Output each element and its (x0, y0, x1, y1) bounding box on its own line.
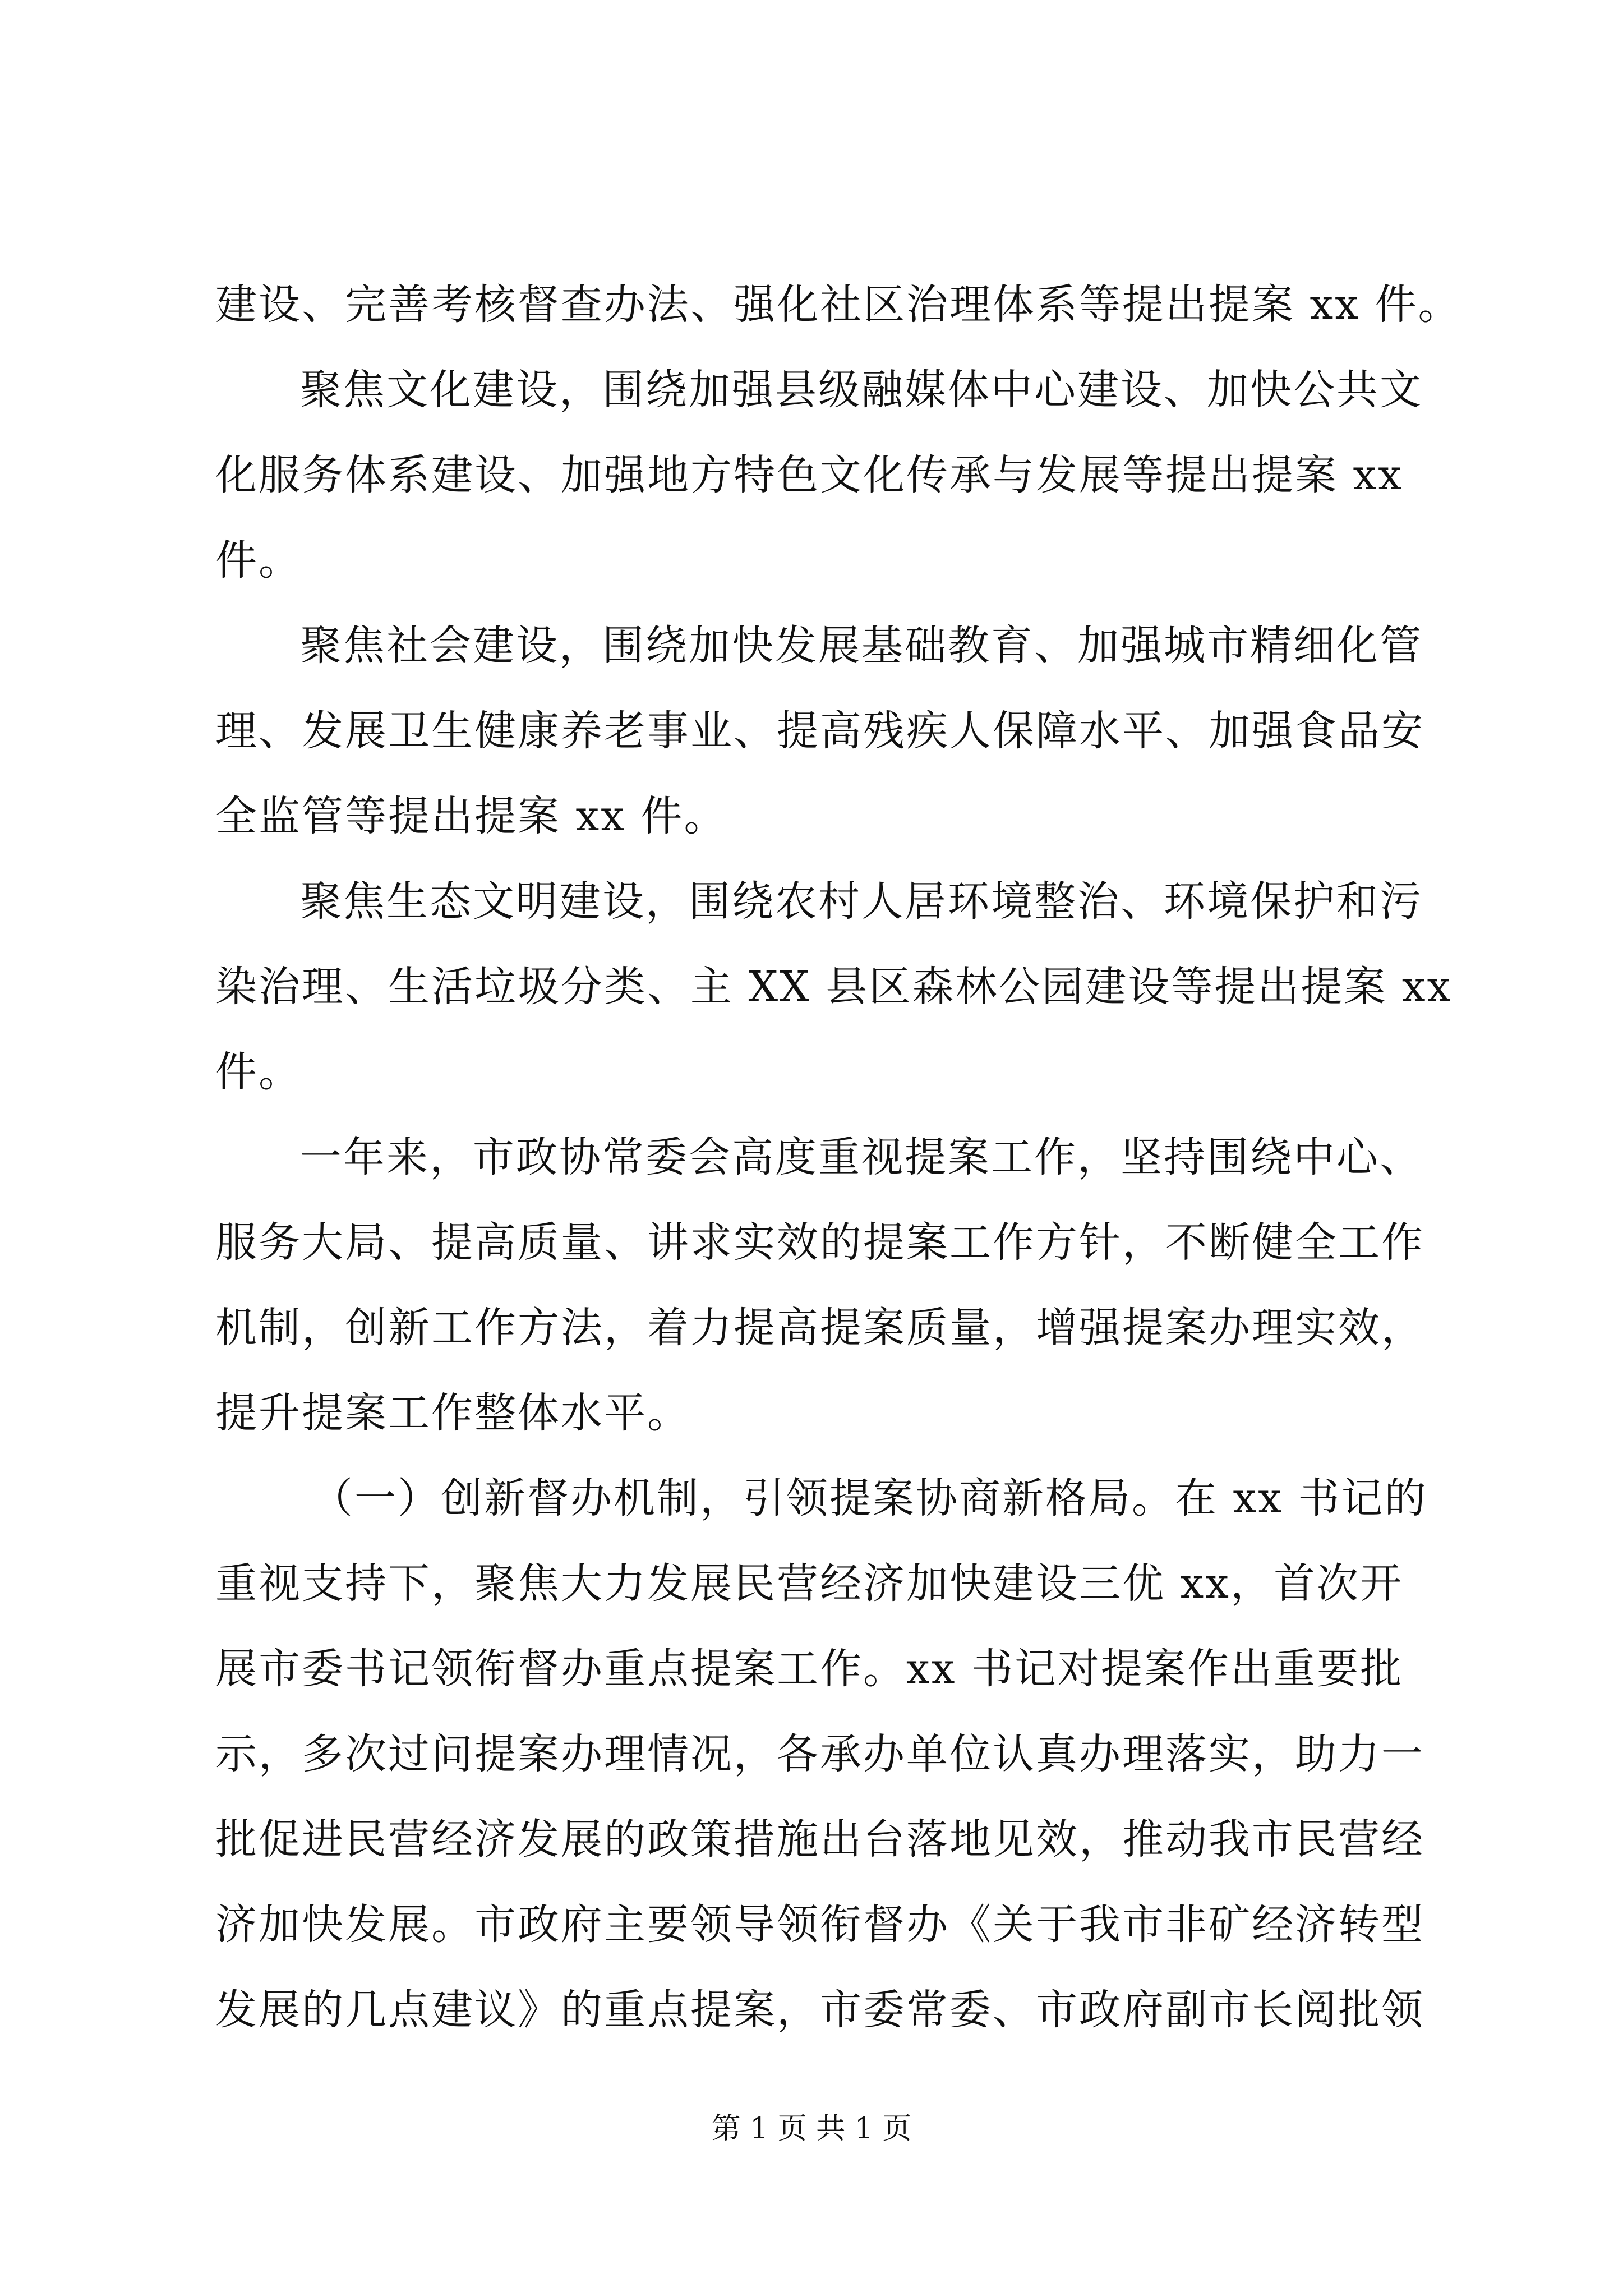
text-line: 理、发展卫生健康养老事业、提高残疾人保障水平、加强食品安 (215, 707, 1424, 755)
text-line: 聚焦生态文明建设，围绕农村人居环境整治、环境保护和污 (300, 877, 1423, 926)
text-line: 发展的几点建议》的重点提案，市委常委、市政府副市长阅批领 (215, 1986, 1424, 2034)
text-line: 建设、完善考核督查办法、强化社区治理体系等提出提案 xx 件。 (215, 280, 1461, 329)
text-line: 一年来，市政协常委会高度重视提案工作，坚持围绕中心、 (300, 1133, 1423, 1181)
text-line: 重视支持下，聚焦大力发展民营经济加快建设三优 xx，首次开 (215, 1559, 1403, 1608)
text-line: 机制，创新工作方法，着力提高提案质量，增强提案办理实效， (215, 1304, 1424, 1352)
text-line: 聚焦文化建设，围绕加强县级融媒体中心建设、加快公共文 (300, 366, 1423, 414)
text-line: 化服务体系建设、加强地方特色文化传承与发展等提出提案 xx (215, 451, 1403, 499)
text-line: 全监管等提出提案 xx 件。 (215, 792, 727, 840)
text-line: 济加快发展。市政府主要领导领衔督办《关于我市非矿经济转型 (215, 1901, 1424, 1949)
text-line: 示，多次过问提案办理情况，各承办单位认真办理落实，助力一 (215, 1730, 1424, 1778)
text-line: 件。 (215, 1048, 302, 1096)
text-line: 提升提案工作整体水平。 (215, 1389, 690, 1437)
text-line: （一）创新督办机制，引领提案协商新格局。在 xx 书记的 (311, 1474, 1428, 1522)
text-line: 服务大局、提高质量、讲求实效的提案工作方针，不断健全工作 (215, 1218, 1424, 1267)
text-line: 染治理、生活垃圾分类、主 XX 县区森林公园建设等提出提案 xx (215, 963, 1453, 1011)
text-line: 件。 (215, 536, 302, 585)
text-line: 展市委书记领衔督办重点提案工作。xx 书记对提案作出重要批 (215, 1645, 1403, 1693)
text-line: 批促进民营经济发展的政策措施出台落地见效，推动我市民营经 (215, 1815, 1424, 1864)
page-number-footer: 第 1 页 共 1 页 (711, 2112, 912, 2146)
text-line: 聚焦社会建设，围绕加快发展基础教育、加强城市精细化管 (300, 622, 1423, 670)
